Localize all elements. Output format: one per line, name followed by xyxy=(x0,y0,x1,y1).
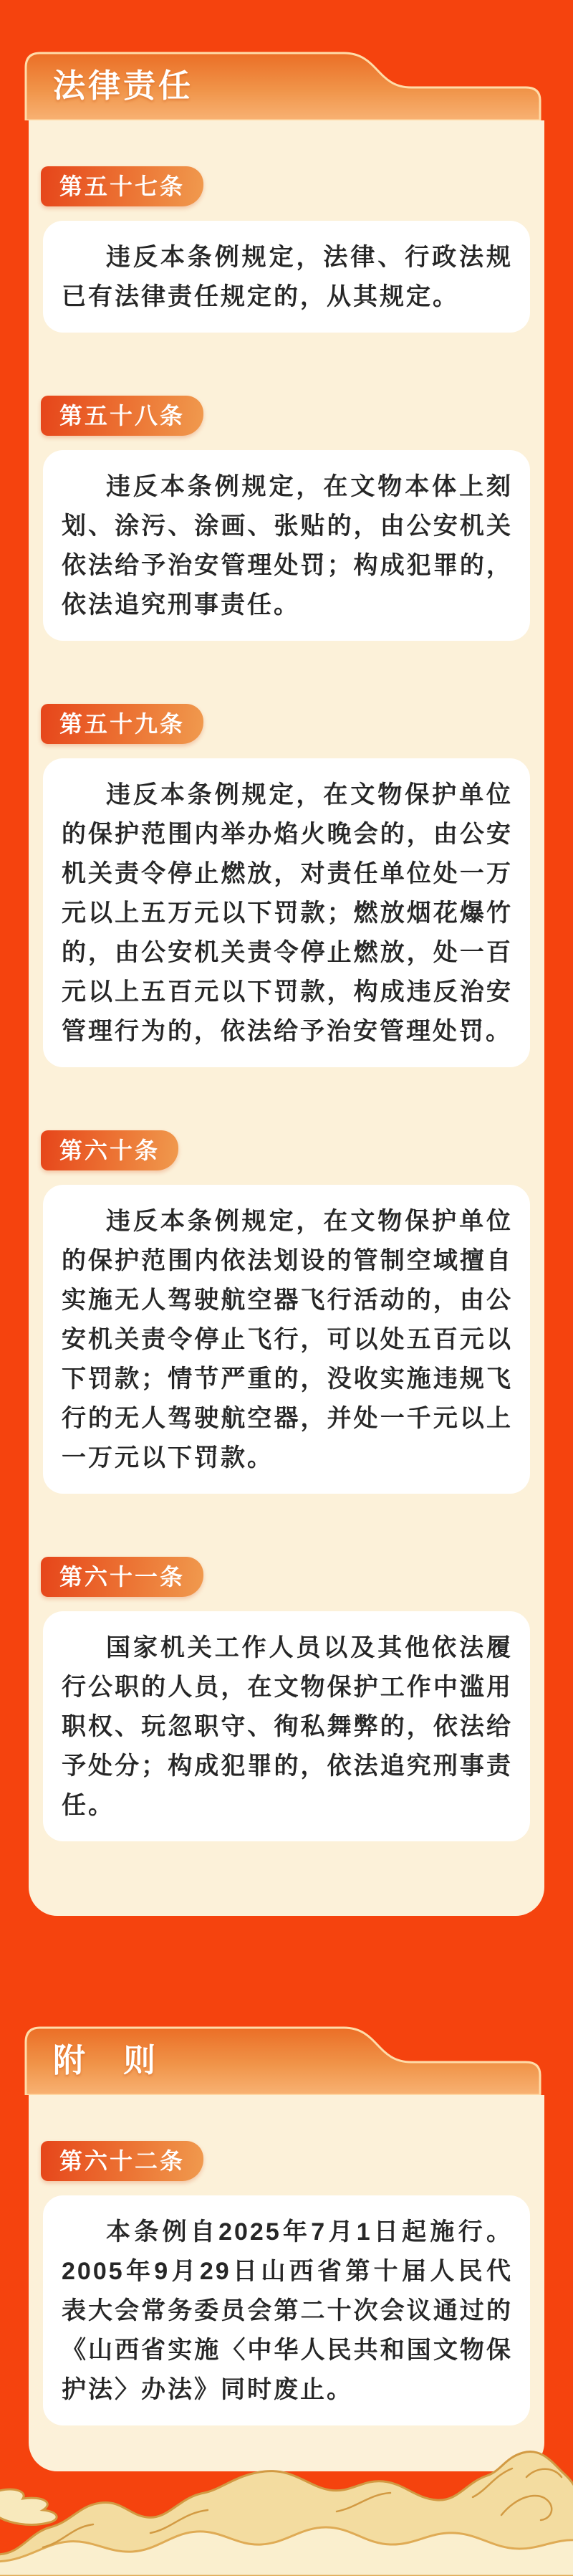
section-legal-liability xyxy=(0,50,573,1916)
article-61 xyxy=(29,1557,544,1841)
article-text: 违反本条例规定，法律、行政法规已有法律责任规定的，从其规定。 xyxy=(62,244,513,310)
cloud-line-details xyxy=(43,2468,512,2547)
section-title: 附 则 xyxy=(53,2042,159,2079)
article-62 xyxy=(29,2141,544,2425)
section-title: 法律责任 xyxy=(53,67,194,104)
article-text: 违反本条例规定，在文物保护单位的保护范围内举办焰火晚会的，由公安机关责令停止燃放，对责任单位处一万元以上五万元以下罚款；燃放烟花爆竹的，由公安机关责令停止燃放，处一百元以上五百元以下罚款，构成违反治安管理行为的，依法给予治安管理处罚。 xyxy=(62,781,513,1045)
section-supplementary xyxy=(0,2025,573,2471)
section-card xyxy=(29,2095,544,2471)
article-badge: 第五十七条 xyxy=(41,166,203,206)
article-textbox xyxy=(43,450,530,641)
article-text: 国家机关工作人员以及其他依法履行公职的人员，在文物保护工作中滥用职权、玩忽职守、徇私舞弊的，依法给予处分；构成犯罪的，依法追究刑事责任。 xyxy=(62,1634,513,1819)
cloud-wisp-left xyxy=(0,2489,57,2524)
article-textbox xyxy=(43,758,530,1067)
article-textbox xyxy=(43,221,530,333)
article-text: 违反本条例规定，在文物保护单位的保护范围内依法划设的管制空域擅自实施无人驾驶航空器飞行活动的，由公安机关责令停止飞行，可以处五百元以下罚款；情节严重的，没收实施违规飞行的无人驾驶航空器，并处一千元以上一万元以下罚款。 xyxy=(62,1208,513,1471)
article-textbox xyxy=(43,2195,530,2425)
article-59 xyxy=(29,704,544,1067)
article-57 xyxy=(29,166,544,333)
article-badge: 第六十一条 xyxy=(41,1557,203,1597)
article-badge: 第六十二条 xyxy=(41,2141,203,2181)
cloud-wave-front xyxy=(0,2527,573,2576)
section-ribbon xyxy=(20,50,544,120)
article-text: 违反本条例规定，在文物本体上刻划、涂污、涂画、张贴的，由公安机关依法给予治安管理处罚；构成犯罪的，依法追究刑事责任。 xyxy=(62,473,513,619)
article-textbox xyxy=(43,1611,530,1841)
article-textbox xyxy=(43,1185,530,1494)
cloud-curl-right xyxy=(501,2469,562,2520)
section-ribbon xyxy=(20,2025,544,2095)
article-badge: 第六十条 xyxy=(41,1130,178,1170)
article-text: 本条例自2025年7月1日起施行。2005年9月29日山西省第十届人民代表大会常务委员会第二十次会议通过的《山西省实施〈中华人民共和国文物保护法〉办法》同时废止。 xyxy=(62,2218,513,2403)
article-58 xyxy=(29,396,544,641)
article-badge: 第五十八条 xyxy=(41,396,203,436)
article-badge: 第五十九条 xyxy=(41,704,203,744)
article-60 xyxy=(29,1130,544,1494)
section-card xyxy=(29,120,544,1916)
